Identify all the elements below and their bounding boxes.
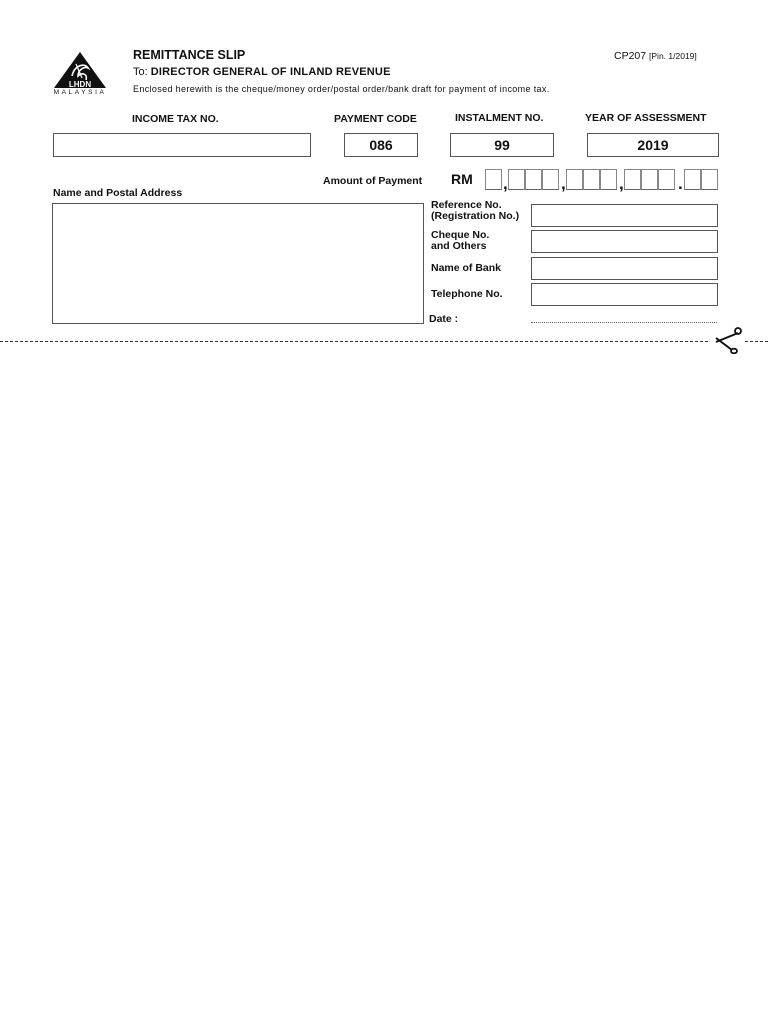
- amount-digit-box[interactable]: [566, 169, 583, 190]
- reference-no-field[interactable]: [531, 204, 718, 227]
- amount-digit-box[interactable]: [658, 169, 675, 190]
- logo-agency-text: LHDN: [68, 80, 92, 89]
- cut-line: [0, 341, 768, 342]
- decimal-separator: .: [678, 174, 683, 193]
- logo-country-text: MALAYSIA: [53, 89, 107, 96]
- amount-cents-box[interactable]: [684, 169, 701, 190]
- reference-label: [431, 200, 519, 222]
- instalment-no-field[interactable]: 99: [450, 133, 554, 157]
- year-of-assessment-label: YEAR OF ASSESSMENT: [585, 112, 707, 124]
- amount-digit-box[interactable]: [583, 169, 600, 190]
- bank-label: Name of Bank: [431, 262, 502, 274]
- form-revision: [Pin. 1/2019]: [649, 51, 697, 61]
- payment-code-field[interactable]: 086: [344, 133, 418, 157]
- form-code: [614, 50, 697, 62]
- year-of-assessment-field[interactable]: 2019: [587, 133, 719, 157]
- amount-digit-box[interactable]: [485, 169, 502, 190]
- amount-digit-box[interactable]: [542, 169, 559, 190]
- income-tax-no-label: INCOME TAX NO.: [132, 113, 219, 125]
- telephone-field[interactable]: [531, 283, 718, 306]
- currency-label: RM: [451, 171, 473, 187]
- amount-digit-box[interactable]: [525, 169, 542, 190]
- amount-digit-box[interactable]: [641, 169, 658, 190]
- address-textarea[interactable]: [52, 203, 424, 324]
- payment-code-label: PAYMENT CODE: [334, 113, 417, 125]
- addressee-line: [133, 66, 391, 78]
- thousands-separator: ,: [619, 174, 624, 193]
- cheque-label-line1: Cheque No.: [431, 229, 490, 241]
- amount-digit-box[interactable]: [508, 169, 525, 190]
- reference-label-line2: (Registration No.): [431, 210, 520, 222]
- to-prefix: To:: [133, 66, 148, 78]
- form-code-text: CP207: [614, 50, 647, 62]
- amount-digit-box[interactable]: [624, 169, 641, 190]
- income-tax-no-field[interactable]: [53, 133, 311, 157]
- amount-label: Amount of Payment: [323, 175, 423, 187]
- form-title: REMITTANCE SLIP: [133, 48, 246, 62]
- bank-name-field[interactable]: [531, 257, 718, 280]
- cheque-label: [431, 230, 489, 252]
- to-recipient: DIRECTOR GENERAL OF INLAND REVENUE: [150, 66, 391, 78]
- reference-label-line1: Reference No.: [431, 199, 502, 211]
- instalment-no-label: INSTALMENT NO.: [455, 112, 544, 124]
- date-label: Date :: [429, 313, 459, 325]
- thousands-separator: ,: [503, 174, 508, 193]
- cheque-no-field[interactable]: [531, 230, 718, 253]
- cheque-label-line2: and Others: [431, 240, 487, 252]
- enclosed-note: Enclosed herewith is the cheque/money order/postal order/bank draft for payment of income tax.: [133, 84, 550, 94]
- scissors-icon: [708, 326, 744, 354]
- address-label: Name and Postal Address: [53, 187, 183, 199]
- amount-cents-box[interactable]: [701, 169, 718, 190]
- amount-digit-box[interactable]: [600, 169, 617, 190]
- telephone-label: Telephone No.: [431, 288, 503, 300]
- date-field[interactable]: [531, 322, 717, 323]
- thousands-separator: ,: [561, 174, 566, 193]
